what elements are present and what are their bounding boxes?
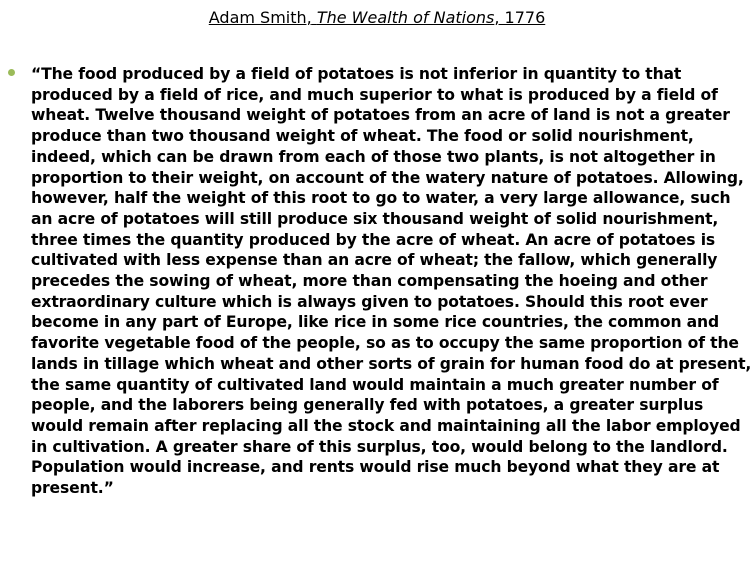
title-author: Adam Smith, [208, 8, 312, 27]
quote-line: extraordinary culture which is always given to potatoes. Should this root ever [31, 292, 708, 311]
bullet-dot-icon [8, 69, 15, 76]
title-work: The Wealth of Nations [316, 8, 495, 27]
quote-line: wheat. Twelve thousand weight of potatoes from an acre of land is not a greater [31, 106, 730, 125]
quote-line: become in any part of Europe, like rice in some rice countries, the common and [31, 313, 720, 332]
quote-line: indeed, which can be drawn from each of those two plants, is not altogether in [31, 147, 716, 166]
quote-line: proportion to their weight, on account of the watery nature of potatoes. Allowing, [31, 168, 744, 187]
quote-line: people, and the laborers being generally fed with potatoes, a greater surplus [31, 396, 704, 415]
quote-line: present.” [31, 479, 114, 498]
slide-title [0, 8, 754, 28]
quote-text [31, 64, 751, 499]
quote-line: “The food produced by a field of potatoes is not inferior in quantity to that [31, 65, 682, 83]
quote-line: Population would increase, and rents would rise much beyond what they are at [31, 458, 720, 477]
quote-line: in cultivation. A greater share of this surplus, too, would belong to the landlord. [31, 437, 728, 456]
quote-line: cultivated with less expense than an acre of wheat; the fallow, which generally [31, 251, 718, 270]
quote-line: lands in tillage which wheat and other sorts of grain for human food do at present, [31, 354, 752, 373]
quote-line: produced by a field of rice, and much superior to what is produced by a field of [31, 85, 718, 104]
quote-line: the same quantity of cultivated land would maintain a much greater number of [31, 375, 719, 394]
title-year: , 1776 [494, 8, 546, 27]
quote-line: precedes the sowing of wheat, more than compensating the hoeing and other [31, 272, 708, 291]
quote-line: an acre of potatoes will still produce six thousand weight of solid nourishment, [31, 209, 719, 228]
quote-line: however, half the weight of this root to go to water, a very large allowance, such [31, 189, 731, 208]
quote-line: three times the quantity produced by the acre of wheat. An acre of potatoes is [31, 230, 716, 249]
quote-line: would remain after replacing all the stock and maintaining all the labor employed [31, 416, 741, 435]
quote-line: produce than two thousand weight of wheat. The food or solid nourishment, [31, 127, 694, 146]
quote-line: favorite vegetable food of the people, so as to occupy the same proportion of the [31, 334, 739, 353]
